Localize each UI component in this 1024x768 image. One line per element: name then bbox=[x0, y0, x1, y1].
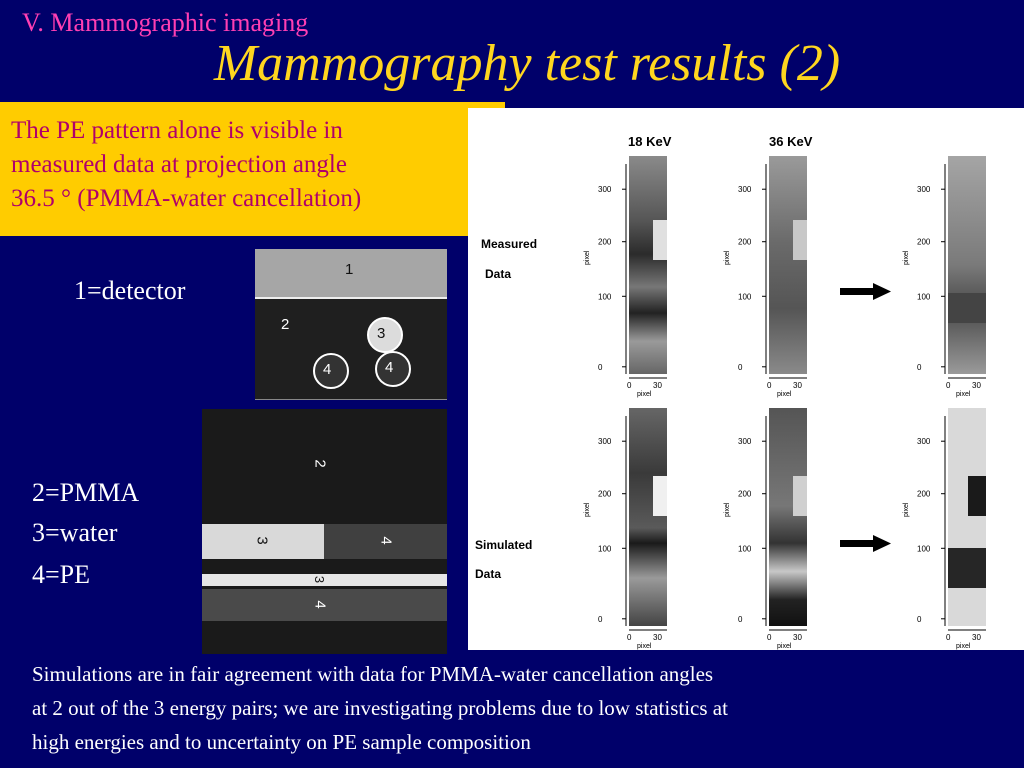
simulated-bright-patch bbox=[793, 476, 807, 516]
measured-strip-36kev bbox=[769, 156, 807, 374]
simulated-dark-patch bbox=[968, 476, 986, 516]
callout-line: The PE pattern alone is visible in bbox=[11, 117, 343, 144]
x-tick-label: 0 bbox=[627, 633, 632, 642]
y-tick-label: 100 bbox=[738, 544, 752, 554]
x-tick-label: 30 bbox=[972, 381, 981, 390]
y-axis-label: pixel bbox=[724, 502, 731, 517]
section-heading: V. Mammographic imaging bbox=[22, 8, 309, 37]
x-axis-label: pixel bbox=[637, 391, 652, 398]
summary-text bbox=[32, 657, 1012, 759]
region-label: 4 bbox=[323, 361, 332, 378]
legend-pmma: 2=PMMA bbox=[32, 478, 140, 507]
measured-strip-18kev bbox=[629, 156, 667, 374]
region-label: 4 bbox=[311, 600, 329, 609]
y-tick-label: 100 bbox=[738, 292, 752, 302]
region-label: 2 bbox=[281, 316, 290, 333]
summary-line: high energies and to uncertainty on PE sample composition bbox=[32, 730, 531, 754]
arrow-icon bbox=[840, 535, 891, 552]
x-axis-label: pixel bbox=[777, 643, 792, 650]
callout-line: 36.5 ° (PMMA-water cancellation) bbox=[11, 185, 362, 212]
region-label: 4 bbox=[385, 359, 394, 376]
y-tick-label: 200 bbox=[598, 489, 612, 499]
x-axis-label: pixel bbox=[777, 391, 792, 398]
measured-bright-patch bbox=[653, 220, 667, 260]
y-tick-label: 300 bbox=[738, 437, 752, 447]
x-tick-label: 30 bbox=[793, 381, 802, 390]
y-tick-label: 0 bbox=[917, 362, 922, 372]
x-tick-label: 30 bbox=[653, 633, 662, 642]
summary-line: Simulations are in fair agreement with data for PMMA-water cancellation angles bbox=[32, 662, 714, 686]
y-tick-label: 0 bbox=[738, 614, 743, 624]
phantom-geometry-top bbox=[255, 249, 447, 400]
y-tick-label: 100 bbox=[598, 292, 612, 302]
x-axis-label: pixel bbox=[956, 391, 971, 398]
y-tick-label: 300 bbox=[598, 185, 612, 195]
simulated-pe-band bbox=[948, 548, 986, 588]
y-tick-label: 100 bbox=[917, 544, 931, 554]
y-axis-label: pixel bbox=[584, 502, 591, 517]
y-tick-label: 0 bbox=[598, 614, 603, 624]
measured-pe-band bbox=[948, 293, 986, 323]
y-tick-label: 100 bbox=[598, 544, 612, 554]
x-tick-label: 0 bbox=[946, 381, 951, 390]
energy-label-18: 18 KeV bbox=[628, 134, 672, 149]
x-tick-label: 0 bbox=[767, 633, 772, 642]
measured-bright-patch bbox=[793, 220, 807, 260]
simulated-bright-patch bbox=[653, 476, 667, 516]
y-axis-label: pixel bbox=[724, 250, 731, 265]
phantom-geometry-side bbox=[202, 409, 447, 654]
arrow-icon bbox=[840, 283, 891, 300]
energy-label-36: 36 KeV bbox=[769, 134, 813, 149]
simulated-strip-36kev bbox=[769, 408, 807, 626]
region-label: 1 bbox=[345, 261, 354, 278]
region-label: 3 bbox=[253, 536, 271, 545]
legend-pe: 4=PE bbox=[32, 560, 91, 589]
region-label: 3 bbox=[312, 575, 328, 584]
callout-line: measured data at projection angle bbox=[11, 151, 347, 178]
y-tick-label: 300 bbox=[598, 437, 612, 447]
detector-edge bbox=[255, 297, 447, 299]
row-label: Data bbox=[475, 567, 502, 581]
x-tick-label: 30 bbox=[653, 381, 662, 390]
y-tick-label: 200 bbox=[738, 489, 752, 499]
y-tick-label: 0 bbox=[738, 362, 743, 372]
x-tick-label: 30 bbox=[972, 633, 981, 642]
x-axis-label: pixel bbox=[637, 643, 652, 650]
y-tick-label: 200 bbox=[738, 237, 752, 247]
row-label: Data bbox=[485, 267, 512, 281]
y-tick-label: 200 bbox=[917, 237, 931, 247]
results-figure-svg bbox=[468, 108, 1024, 650]
row-label: Simulated bbox=[475, 538, 533, 552]
y-tick-label: 200 bbox=[917, 489, 931, 499]
measured-strip-result bbox=[948, 156, 986, 374]
y-tick-label: 300 bbox=[738, 185, 752, 195]
x-axis-label: pixel bbox=[956, 643, 971, 650]
callout-box bbox=[0, 102, 505, 236]
y-axis-label: pixel bbox=[903, 250, 910, 265]
y-tick-label: 0 bbox=[598, 362, 603, 372]
results-figure bbox=[468, 108, 1024, 650]
y-tick-label: 300 bbox=[917, 185, 931, 195]
legend-detector: 1=detector bbox=[74, 276, 186, 305]
legend-water: 3=water bbox=[32, 518, 118, 547]
x-tick-label: 0 bbox=[946, 633, 951, 642]
y-tick-label: 100 bbox=[917, 292, 931, 302]
y-axis-label: pixel bbox=[584, 250, 591, 265]
y-tick-label: 0 bbox=[917, 614, 922, 624]
row-label: Measured bbox=[481, 237, 538, 251]
y-tick-label: 200 bbox=[598, 237, 612, 247]
summary-line: at 2 out of the 3 energy pairs; we are investigating problems due to low statistics at bbox=[32, 696, 728, 720]
slide-title: Mammography test results (2) bbox=[213, 35, 841, 92]
x-tick-label: 0 bbox=[767, 381, 772, 390]
region-label: 3 bbox=[377, 325, 386, 342]
x-tick-label: 0 bbox=[627, 381, 632, 390]
y-tick-label: 300 bbox=[917, 437, 931, 447]
region-label: 2 bbox=[311, 459, 329, 468]
region-label: 4 bbox=[377, 536, 395, 545]
y-axis-label: pixel bbox=[903, 502, 910, 517]
x-tick-label: 30 bbox=[793, 633, 802, 642]
simulated-strip-18kev bbox=[629, 408, 667, 626]
simulated-strip-result bbox=[948, 408, 986, 626]
